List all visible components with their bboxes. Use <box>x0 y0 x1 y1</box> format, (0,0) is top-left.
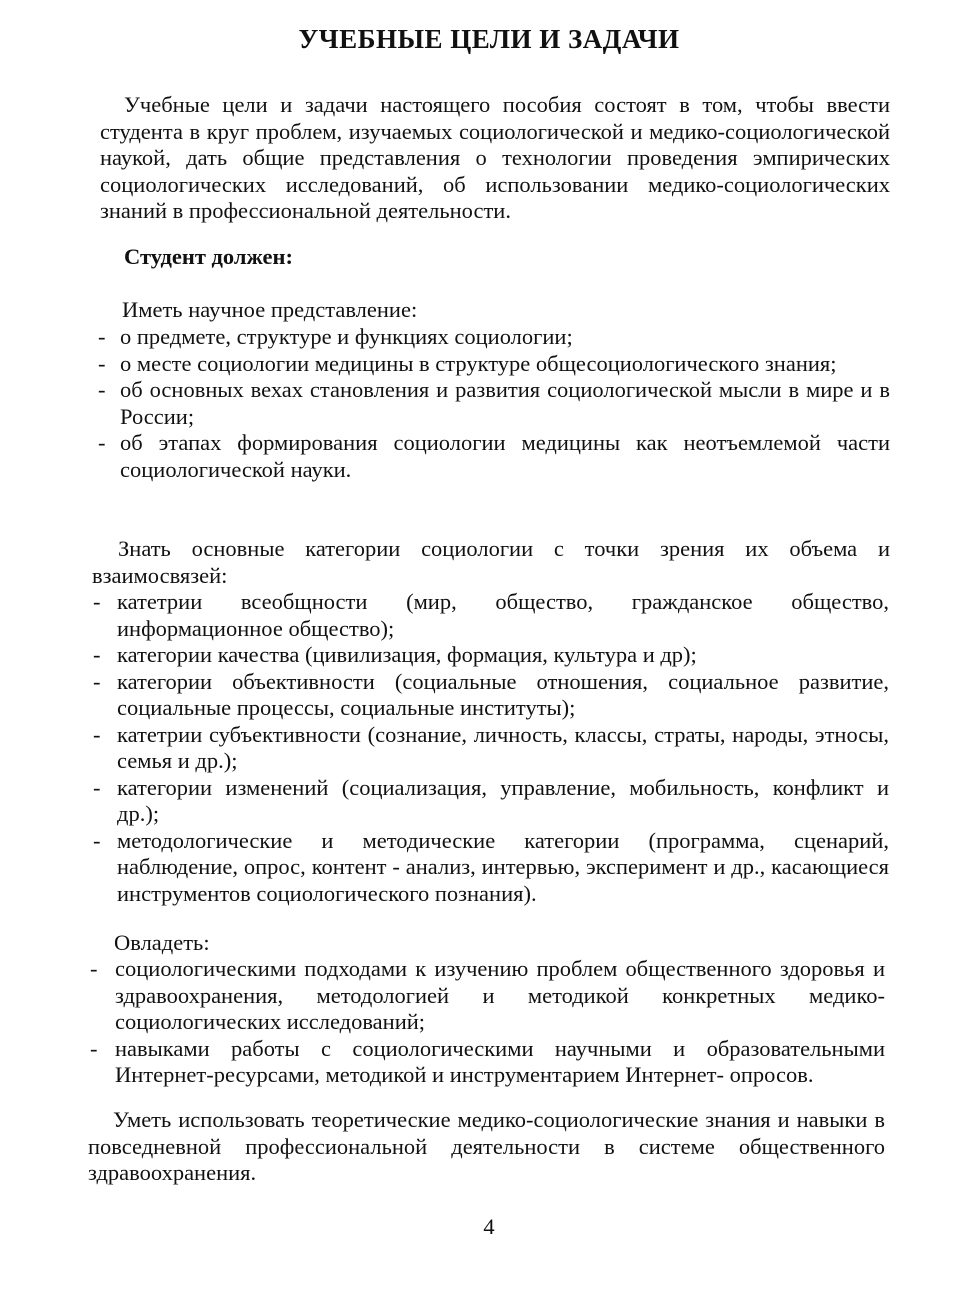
intro-paragraph: Учебные цели и задачи настоящего пособия состоят в том, чтобы ввести студента в круг проблем, изучаемых социологической и медико-социологической наукой, дать общие представления о технологии проведения эмпирических социологических исследований, об использовании медико-социологических знаний в профессиональной деятельности. <box>100 92 890 223</box>
list-item <box>98 324 890 351</box>
list-item <box>93 589 889 642</box>
dash-marker: - <box>98 350 106 376</box>
list-item-text: навыками работы с социологическими научными и образовательными Интернет-ресурсами, методикой и инструментарием Интернет- опросов. <box>115 1035 885 1087</box>
list-item <box>93 642 889 669</box>
dash-marker: - <box>93 774 101 800</box>
list-item-text: категории изменений (социализация, управление, мобильность, конфликт и др.); <box>117 774 889 826</box>
list-item <box>93 668 889 722</box>
list-item-text: катетрии субъективности (сознание, личность, классы, страты, народы, этносы, семья и др.); <box>117 721 889 773</box>
section-lead-represent: Иметь научное представление: <box>122 297 418 322</box>
section-lead-know: Знать основные категории социологии с точки зрения их объема и взаимосвязей: <box>92 536 890 588</box>
dash-marker: - <box>93 721 101 747</box>
dash-marker: - <box>93 589 101 614</box>
list-item-text: катетрии всеобщности (мир, общество, гражданское общество, информационное общество); <box>117 589 889 641</box>
dash-marker: - <box>98 324 106 349</box>
dash-marker: - <box>90 956 98 981</box>
dash-marker: - <box>98 430 106 455</box>
section-lead-master: Овладеть: <box>114 930 210 955</box>
list-item-text: об основных вехах становления и развития социологической мысли в мире и в России; <box>120 377 890 429</box>
list-item <box>90 1035 885 1089</box>
subheading: Студент должен: <box>124 244 293 269</box>
list-item-text: об этапах формирования социологии медицины как неотъемлемой части социологической науки. <box>120 430 890 482</box>
page-number: 4 <box>483 1214 495 1239</box>
list-item <box>98 350 890 378</box>
dash-marker: - <box>90 1035 98 1061</box>
know-list <box>93 589 889 907</box>
list-item-text: социологическими подходами к изучению проблем общественного здоровья и здравоохранения, методологией и методикой конкретных медико-социологических исследований; <box>115 956 885 1034</box>
list-item-text: методологические и методические категории (программа, сценарий, наблюдение, опрос, контент - анализ, интервью, эксперимент и др., касающиеся инструментов социологического познания). <box>117 827 889 906</box>
dash-marker: - <box>93 827 101 853</box>
list-item <box>93 721 889 775</box>
list-item <box>90 956 885 1036</box>
list-item <box>93 827 889 908</box>
page-title: УЧЕБНЫЕ ЦЕЛИ И ЗАДАЧИ <box>298 24 680 54</box>
list-item <box>98 377 890 430</box>
list-item <box>93 774 889 828</box>
final-paragraph: Уметь использовать теоретические медико-социологические знания и навыки в повседневной профессиональной деятельности в системе общественного здравоохранения. <box>88 1107 885 1185</box>
list-item <box>98 430 890 483</box>
dash-marker: - <box>93 642 101 667</box>
list-item-text: о месте социологии медицины в структуре общесоциологического знания; <box>120 350 837 376</box>
dash-marker: - <box>93 668 101 694</box>
represent-list <box>98 324 890 483</box>
dash-marker: - <box>98 377 106 402</box>
list-item-text: о предмете, структуре и функциях социологии; <box>120 324 573 349</box>
list-item-text: категории объективности (социальные отношения, социальное развитие, социальные процессы, социальные институты); <box>117 668 889 720</box>
list-item-text: категории качества (цивилизация, формация, культура и др); <box>117 642 697 667</box>
master-list <box>90 956 885 1089</box>
